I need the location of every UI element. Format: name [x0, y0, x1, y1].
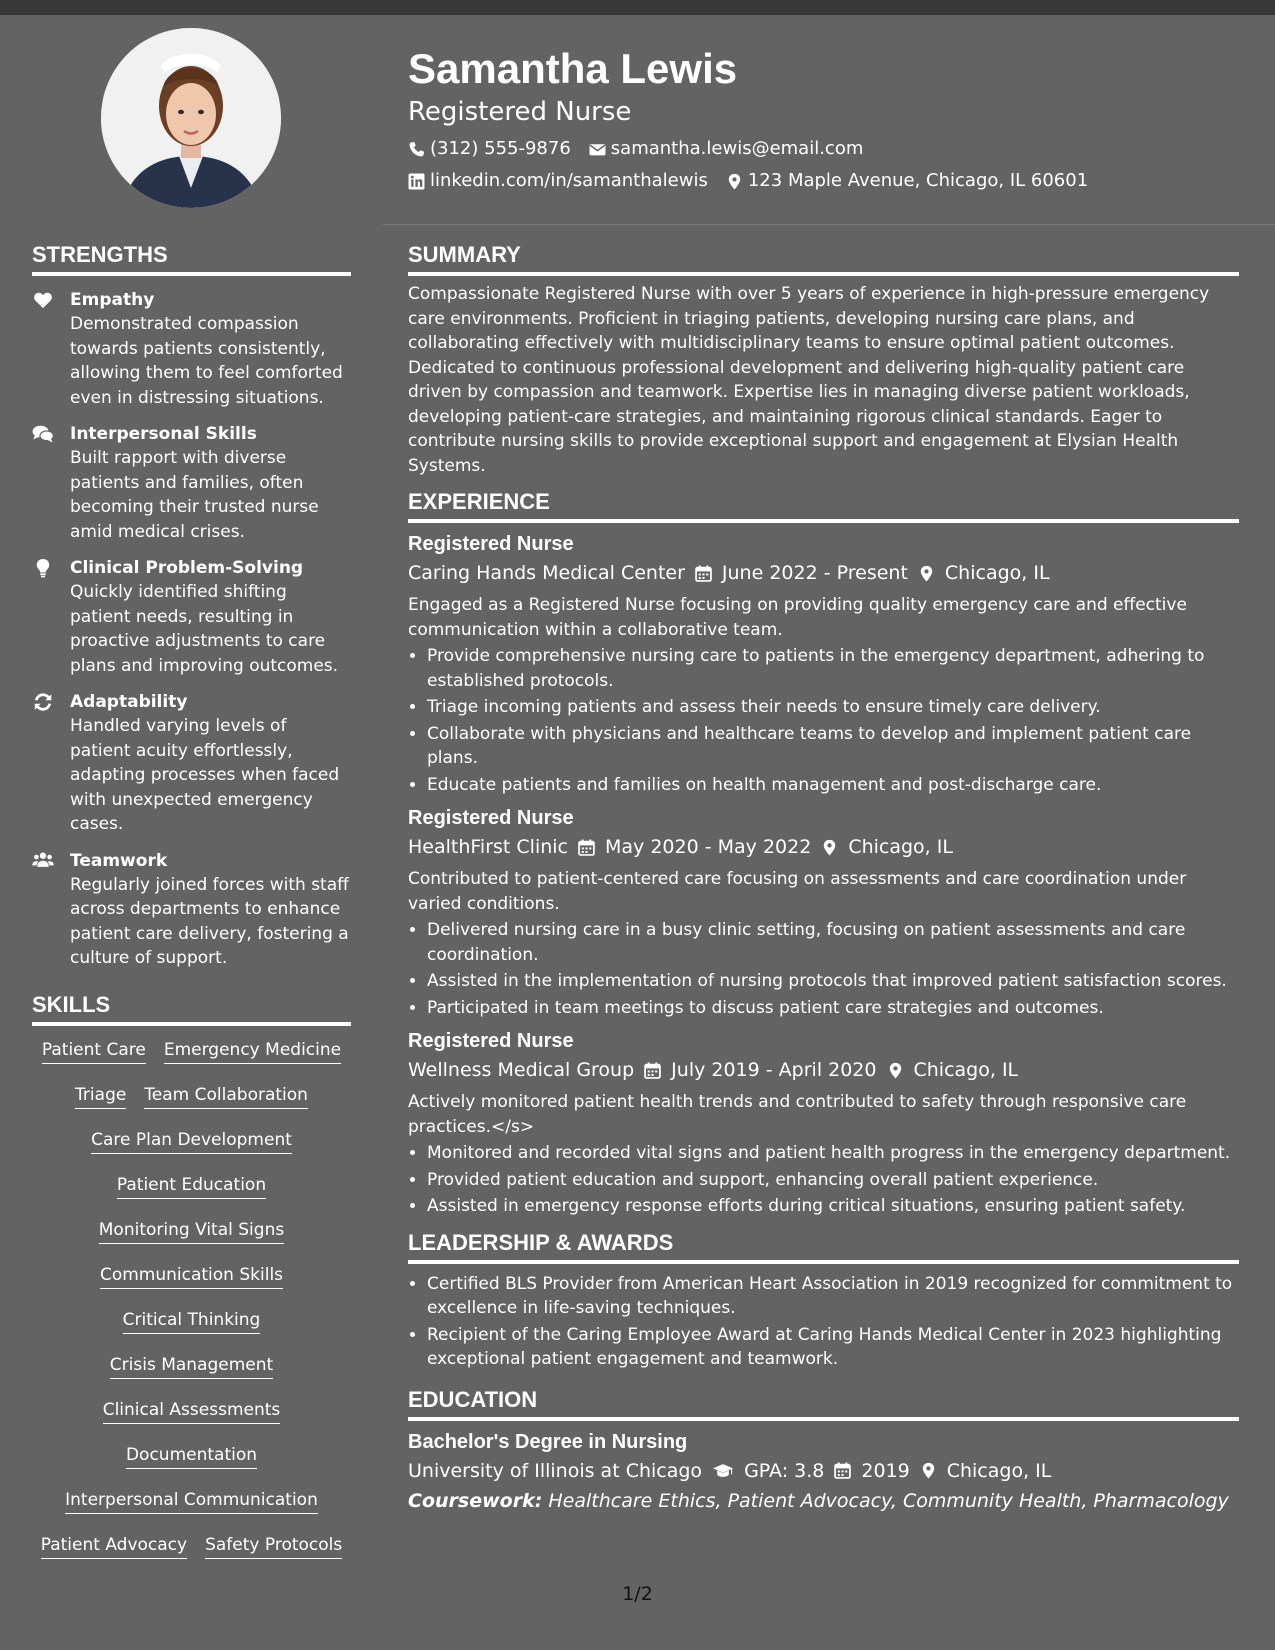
job-entry: [408, 1028, 1239, 1219]
strength-item: [32, 556, 351, 678]
job-location: Chicago, IL: [848, 836, 953, 858]
contact-row-2: [408, 169, 1238, 193]
job-bullet: • Participated in team meetings to discuss patient care strategies and outcomes.: [427, 996, 1239, 1021]
skill-tag: Interpersonal Communication: [65, 1488, 318, 1514]
address-text: 123 Maple Avenue, Chicago, IL 60601: [747, 170, 1089, 191]
job-bullet: • Triage incoming patients and assess their needs to ensure timely care delivery.: [427, 695, 1239, 720]
summary-section: [408, 241, 1239, 478]
job-location: Chicago, IL: [944, 562, 1050, 584]
skills-heading: SKILLS: [32, 991, 351, 1026]
job-bullets: [408, 644, 1239, 797]
leadership-heading: LEADERSHIP & AWARDS: [408, 1229, 1239, 1264]
job-bullet: • Educate patients and families on health management and post-discharge care.: [427, 773, 1239, 798]
strength-item: [32, 288, 351, 410]
award-item: • Certified BLS Provider from American Heart Association in 2019 recognized for commitment to excellence in life-saving techniques.: [427, 1272, 1239, 1321]
job-meta: [408, 559, 1239, 587]
strength-description: Quickly identified shifting patient needs, resulting in proactive adjustments to care plans and improving outcomes.: [70, 582, 339, 676]
job-entry: [408, 805, 1239, 1020]
users-icon: [32, 851, 54, 869]
job-bullet: • Assisted in the implementation of nursing protocols that improved patient satisfaction scores.: [427, 969, 1239, 994]
coursework-list: Healthcare Ethics, Patient Advocacy, Community Health, Pharmacology: [548, 1489, 1229, 1512]
job-entry: [408, 531, 1239, 797]
school-location: Chicago, IL: [946, 1459, 1052, 1482]
map-pin-icon: [920, 1462, 937, 1479]
calendar-icon: [834, 1462, 851, 1479]
skill-tag: Patient Care: [42, 1038, 146, 1064]
skill-tag: Emergency Medicine: [164, 1038, 341, 1064]
leadership-list: [408, 1272, 1239, 1372]
phone-contact: [408, 137, 571, 161]
contact-row-1: [408, 137, 1238, 161]
lightbulb-icon: [35, 558, 51, 578]
chat-icon: [32, 424, 54, 444]
job-summary: Contributed to patient-centered care focusing on assessments and care coordination under varied conditions.: [408, 869, 1187, 914]
job-bullet: • Collaborate with physicians and healthcare teams to develop and implement patient care plans.: [427, 722, 1239, 771]
strength-title: Interpersonal Skills: [70, 424, 257, 444]
address-contact: [726, 169, 1088, 193]
skill-tag: Communication Skills: [100, 1263, 283, 1289]
email-contact[interactable]: [589, 137, 864, 161]
resume-header: [408, 43, 1238, 193]
strength-item: [32, 849, 351, 971]
calendar-icon: [578, 839, 595, 856]
refresh-icon: [33, 692, 53, 712]
job-title: Registered Nurse: [408, 533, 574, 555]
strength-description: Demonstrated compassion towards patients consistently, allowing them to feel comforted even in distressing situations.: [70, 314, 343, 408]
map-pin-icon: [887, 1062, 904, 1079]
skill-tag: Patient Advocacy: [41, 1533, 187, 1559]
job-summary: Engaged as a Registered Nurse focusing on providing quality emergency care and effective communication within a collaborative team.: [408, 595, 1187, 640]
right-column: [408, 241, 1239, 1515]
strength-description: Handled varying levels of patient acuity effortlessly, adapting processes when faced with unexpected emergency cases.: [70, 716, 340, 834]
skill-tag: Critical Thinking: [123, 1308, 261, 1334]
resume-page: [0, 15, 1275, 1650]
skill-tag: Monitoring Vital Signs: [99, 1218, 284, 1244]
email-text: samantha.lewis@email.com: [610, 138, 864, 159]
linkedin-icon: [408, 173, 425, 190]
skills-section: [32, 991, 351, 1559]
skill-tag: Care Plan Development: [91, 1128, 292, 1154]
coursework: [408, 1487, 1239, 1515]
job-dates: May 2020 - May 2022: [605, 836, 812, 858]
degree-title: Bachelor's Degree in Nursing: [408, 1430, 688, 1453]
left-column: [32, 241, 351, 1559]
job-bullet: • Monitored and recorded vital signs and patient health progress in the emergency department.: [427, 1141, 1239, 1166]
job-dates: June 2022 - Present: [721, 562, 908, 584]
job-location: Chicago, IL: [913, 1059, 1019, 1081]
job-company: Caring Hands Medical Center: [408, 562, 685, 584]
gpa: GPA: 3.8: [744, 1459, 825, 1482]
phone-icon: [408, 141, 425, 158]
job-meta: [408, 1056, 1239, 1084]
header-divider: [383, 224, 1275, 225]
skill-tag: Documentation: [126, 1443, 257, 1469]
graduation-year: 2019: [861, 1459, 910, 1482]
strength-description: Built rapport with diverse patients and families, often becoming their trusted nurse amid medical crises.: [70, 448, 319, 542]
linkedin-contact[interactable]: [408, 169, 708, 193]
skill-tag: Clinical Assessments: [103, 1398, 281, 1424]
calendar-icon: [644, 1062, 661, 1079]
summary-heading: SUMMARY: [408, 241, 1239, 276]
skill-tag: Safety Protocols: [205, 1533, 342, 1559]
job-title: Registered Nurse: [408, 807, 574, 829]
leadership-section: [408, 1229, 1239, 1372]
graduation-cap-icon: [712, 1462, 734, 1479]
heart-icon: [33, 290, 53, 310]
strength-title: Empathy: [70, 290, 155, 310]
strength-title: Teamwork: [70, 850, 168, 871]
strength-title: Adaptability: [70, 692, 188, 712]
envelope-icon: [589, 141, 606, 158]
map-pin-icon: [821, 839, 838, 856]
strengths-heading: STRENGTHS: [32, 241, 351, 276]
job-bullet: • Provide comprehensive nursing care to patients in the emergency department, adhering to established protocols.: [427, 644, 1239, 693]
page-indicator: 1/2: [622, 1583, 653, 1605]
map-pin-icon: [918, 565, 935, 582]
education-heading: EDUCATION: [408, 1386, 1239, 1421]
candidate-name: Samantha Lewis: [408, 45, 738, 92]
calendar-icon: [695, 565, 712, 582]
experience-section: [408, 488, 1239, 1219]
viewer-top-bar: [0, 0, 1275, 15]
job-bullet: • Delivered nursing care in a busy clinic setting, focusing on patient assessments and care coordination.: [427, 918, 1239, 967]
job-bullets: [408, 1141, 1239, 1219]
job-bullets: [408, 918, 1239, 1020]
job-bullet: • Assisted in emergency response efforts during critical situations, ensuring patient safety.: [427, 1194, 1239, 1219]
education-meta: [408, 1457, 1239, 1485]
skill-tag: Team Collaboration: [144, 1083, 308, 1109]
strength-title: Clinical Problem-Solving: [70, 558, 304, 578]
job-summary: Actively monitored patient health trends and contributed to safety through responsive care practices.</s>: [408, 1092, 1187, 1137]
experience-heading: EXPERIENCE: [408, 488, 1239, 523]
strength-item: [32, 690, 351, 837]
map-pin-icon: [726, 173, 743, 190]
skill-tag: Crisis Management: [110, 1353, 273, 1379]
strength-description: Regularly joined forces with staff across departments to enhance patient care delivery, fostering a culture of support.: [70, 874, 349, 968]
school-name: University of Illinois at Chicago: [408, 1459, 703, 1482]
job-company: Wellness Medical Group: [408, 1059, 635, 1081]
profile-photo: [101, 28, 281, 208]
candidate-title: Registered Nurse: [408, 97, 632, 127]
job-meta: [408, 833, 1239, 861]
skill-tag: Triage: [75, 1083, 126, 1109]
skill-tag: Patient Education: [117, 1173, 266, 1199]
job-bullet: • Provided patient education and support, enhancing overall patient experience.: [427, 1168, 1239, 1193]
phone-text: (312) 555-9876: [430, 138, 571, 159]
linkedin-text: linkedin.com/in/samanthalewis: [430, 170, 708, 191]
job-company: HealthFirst Clinic: [408, 836, 569, 858]
summary-text: Compassionate Registered Nurse with over 5 years of experience in high-pressure emergency care environments. Proficient in triaging patients, developing nursing care plans, and collaborating effectively with multidisciplinary teams to ensure optimal patient outcomes. Dedicated to continuous professional development and delivering high-quality patient care driven by compassion and teamwork. Expertise lies in managing diverse patient workloads, developing patient-care strategies, and maintaining rigorous clinical standards. Eager to contribute nursing skills to provide exceptional support and engagement at Elysian Health Systems.: [408, 284, 1210, 476]
job-title: Registered Nurse: [408, 1030, 574, 1052]
coursework-label: Coursework:: [408, 1489, 543, 1512]
strength-item: [32, 422, 351, 544]
education-section: [408, 1386, 1239, 1515]
award-item: • Recipient of the Caring Employee Award at Caring Hands Medical Center in 2023 highlighting exceptional patient engagement and teamwork.: [427, 1323, 1239, 1372]
job-dates: July 2019 - April 2020: [671, 1059, 877, 1081]
skills-list: [32, 1038, 351, 1559]
